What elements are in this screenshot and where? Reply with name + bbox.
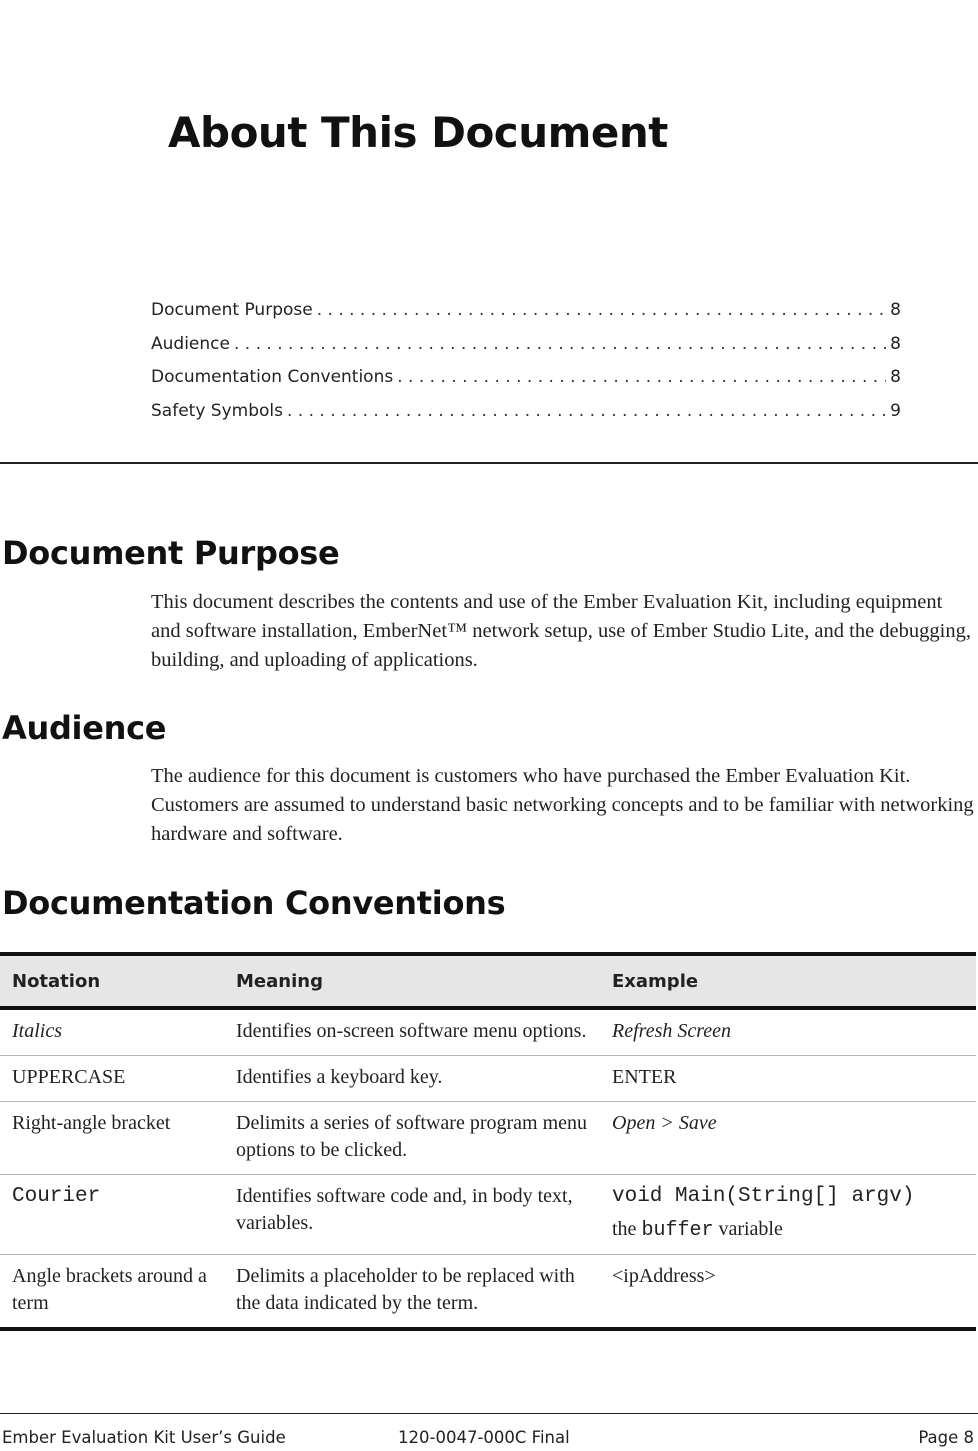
toc-entry-label: Audience bbox=[151, 333, 230, 354]
toc-divider bbox=[0, 462, 978, 464]
table-row bbox=[0, 1255, 976, 1330]
toc-entry-documentation-conventions[interactable] bbox=[151, 367, 901, 401]
toc-entry-page: 8 bbox=[890, 333, 901, 354]
example-variable-line bbox=[612, 1216, 964, 1244]
toc-entry-label: Safety Symbols bbox=[151, 400, 283, 421]
notation-cell: Italics bbox=[0, 1008, 224, 1056]
conventions-table bbox=[0, 952, 976, 1331]
section-heading-document-purpose: Document Purpose bbox=[2, 534, 340, 572]
footer-guide-title: Ember Evaluation Kit User’s Guide bbox=[2, 1428, 286, 1447]
example-cell: Refresh Screen bbox=[600, 1008, 976, 1056]
header-example: Example bbox=[600, 954, 976, 1008]
toc-entry-page: 9 bbox=[890, 400, 901, 421]
example-cell: <ipAddress> bbox=[600, 1255, 976, 1330]
meaning-cell: Identifies software code and, in body text, variables. bbox=[224, 1175, 600, 1255]
meaning-cell: Delimits a placeholder to be replaced with the data indicated by the term. bbox=[224, 1255, 600, 1330]
notation-cell: UPPERCASE bbox=[0, 1056, 224, 1102]
notation-cell: Right-angle bracket bbox=[0, 1102, 224, 1175]
audience-body: The audience for this document is customers who have purchased the Ember Evaluation Kit. Customers are assumed to understand basic networking concepts and to be familiar with networking hardware and software. bbox=[151, 765, 974, 845]
toc-entry-audience[interactable] bbox=[151, 334, 901, 368]
meaning-cell: Identifies a keyboard key. bbox=[224, 1056, 600, 1102]
toc-entry-page: 8 bbox=[890, 300, 901, 320]
section-heading-documentation-conventions: Documentation Conventions bbox=[2, 884, 506, 922]
meaning-cell: Delimits a series of software program menu options to be clicked. bbox=[224, 1102, 600, 1175]
example-cell: ENTER bbox=[600, 1056, 976, 1102]
table-row bbox=[0, 1175, 976, 1255]
chapter-title: About This Document bbox=[168, 108, 668, 157]
footer-page-number: Page 8 bbox=[918, 1428, 974, 1447]
footer-divider bbox=[0, 1413, 978, 1414]
toc-leader-dots bbox=[287, 401, 886, 421]
table-row bbox=[0, 1008, 976, 1056]
toc-leader-dots bbox=[397, 367, 886, 387]
table-of-contents bbox=[151, 300, 901, 434]
example-cell bbox=[600, 1175, 976, 1255]
meaning-cell: Identifies on-screen software menu options. bbox=[224, 1008, 600, 1056]
document-purpose-body: This document describes the contents and use of the Ember Evaluation Kit, including equipment and software installation, EmberNet™ network setup, use of Ember Studio Lite, and the debugging, building, and uploading of applications. bbox=[151, 591, 971, 671]
footer-document-number: 120-0047-000C Final bbox=[398, 1428, 570, 1447]
toc-leader-dots bbox=[234, 334, 886, 354]
example-prefix-text: the bbox=[612, 1218, 637, 1240]
header-meaning: Meaning bbox=[224, 954, 600, 1008]
toc-entry-label: Documentation Conventions bbox=[151, 367, 394, 387]
table-row bbox=[0, 1102, 976, 1175]
toc-entry-page: 8 bbox=[890, 367, 901, 387]
toc-entry-label: Document Purpose bbox=[151, 300, 313, 320]
notation-cell: Courier bbox=[0, 1175, 224, 1255]
toc-leader-dots bbox=[317, 300, 886, 320]
example-cell: Open > Save bbox=[600, 1102, 976, 1175]
example-code-line: void Main(String[] argv) bbox=[612, 1185, 915, 1208]
toc-entry-safety-symbols[interactable] bbox=[151, 401, 901, 435]
notation-cell: Angle brackets around a term bbox=[0, 1255, 224, 1330]
section-heading-audience: Audience bbox=[2, 709, 167, 747]
header-notation: Notation bbox=[0, 954, 224, 1008]
example-inline-code: buffer bbox=[641, 1219, 714, 1242]
example-suffix-text: variable bbox=[718, 1218, 783, 1240]
table-row bbox=[0, 1056, 976, 1102]
table-header-row bbox=[0, 954, 976, 1008]
toc-entry-document-purpose[interactable] bbox=[151, 300, 901, 334]
